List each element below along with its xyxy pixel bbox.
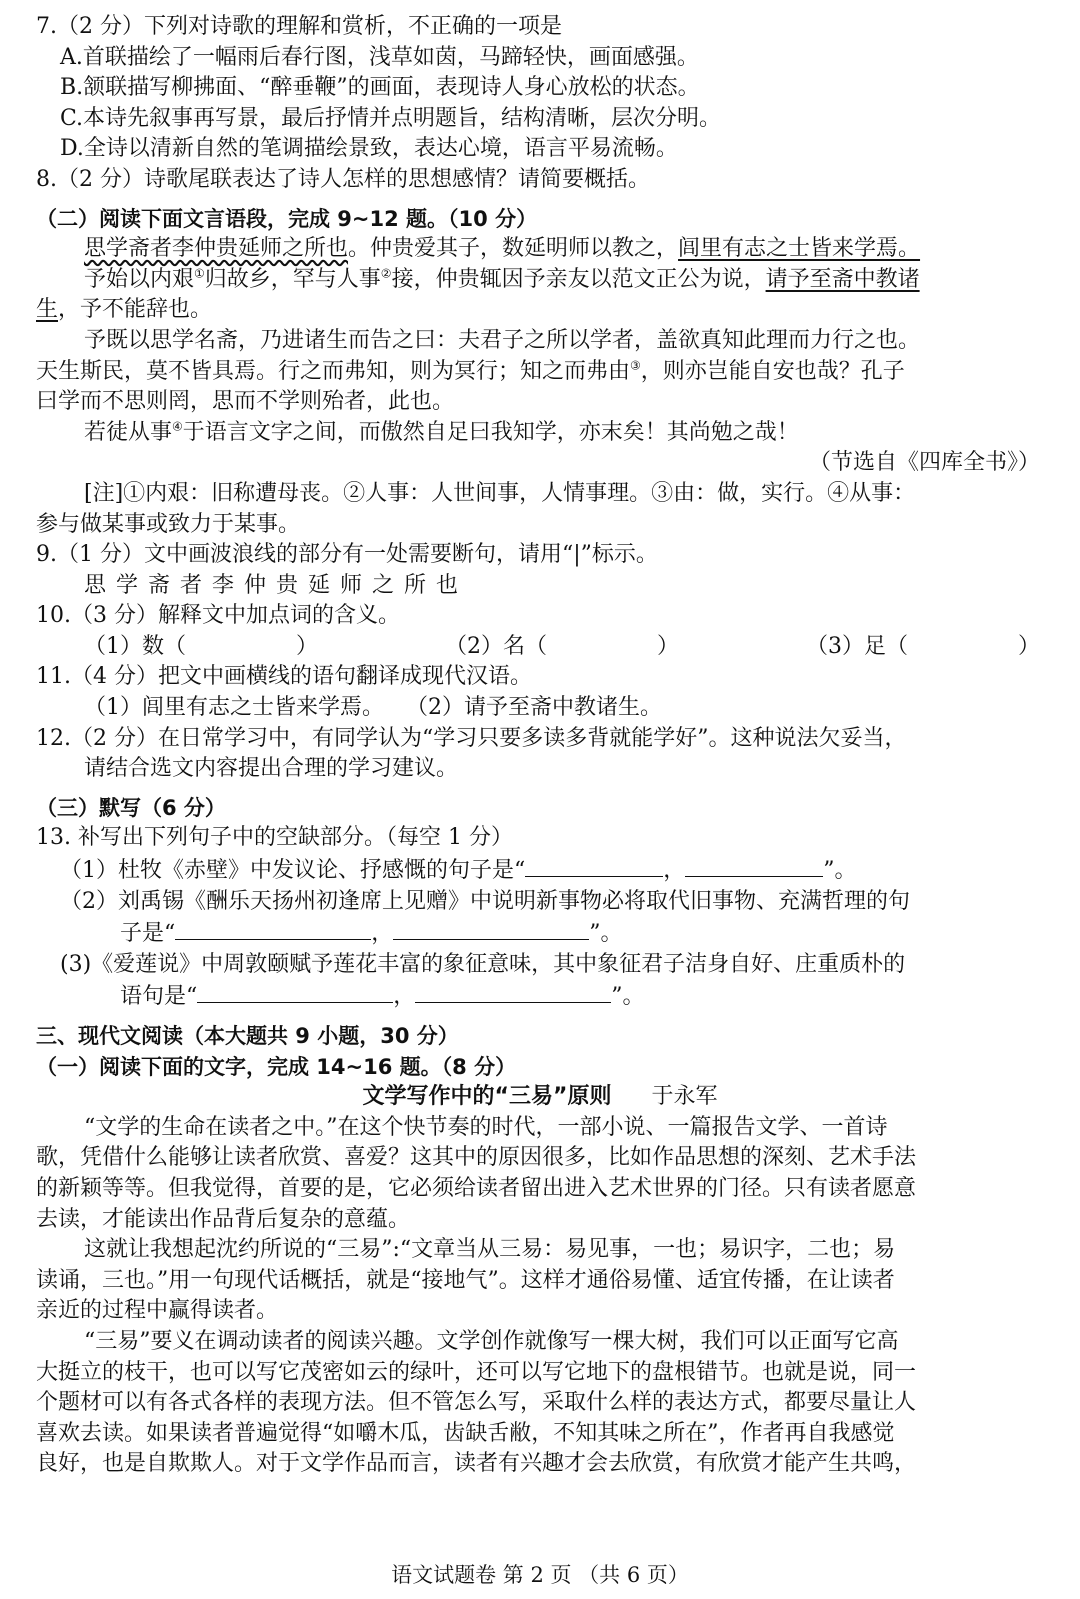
footnote-marker-4: ④ bbox=[172, 419, 183, 434]
answer-blank[interactable] bbox=[525, 854, 663, 877]
notes-line-1: [注]①内艰：旧称遭母丧。②人事：人世间事，人情事理。③由：做，实行。④从事： bbox=[84, 480, 916, 506]
q11-items: （1）闾里有志之士皆来学焉。 （2）请予至斋中教诸生。 bbox=[84, 695, 662, 721]
passage-text: 。仲贵爱其子，数延明师以教之， bbox=[348, 236, 679, 262]
comma: ， bbox=[393, 984, 416, 1010]
passage-text: 于语言文字之间，而傲然自足曰我知学，亦末矣！其尚勉之哉！ bbox=[182, 419, 799, 445]
answer-blank[interactable] bbox=[685, 854, 823, 877]
q13-item-1-text: （1）杜牧《赤壁》中发议论、抒感慨的句子是“ bbox=[60, 858, 526, 884]
article-p3-line-2: 大挺立的枝干，也可以写它茂密如云的绿叶，还可以写它地下的盘根错节。也就是说，同一 bbox=[36, 1359, 917, 1385]
passage-text: 归故乡，罕与人事 bbox=[204, 266, 381, 292]
footnote-marker-3: ③ bbox=[630, 358, 641, 373]
article-p3-line-3: 个题材可以有各式各样的表现方法。但不管怎么写，采取什么样的表达方式，都要尽量让人 bbox=[36, 1390, 917, 1416]
part-3-subheading: （一）阅读下面的文字，完成 14~16 题。（8 分） bbox=[36, 1054, 517, 1079]
q13-item-3-line-1: (3)《爱莲说》中周敦颐赋予莲花丰富的象征意味，其中象征君子洁身自好、庄重质朴的 bbox=[60, 951, 906, 977]
passage-line-7 bbox=[36, 418, 1044, 449]
q13-item-2-line-1: （2）刘禹锡《酬乐天扬州初逢席上见赠》中说明新事物必将取代旧事物、充满哲理的句 bbox=[60, 888, 910, 914]
article-p1-line-2: 歌，凭借什么能够让读者欣赏、喜爱？这其中的原因很多，比如作品思想的深刻、艺术手法 bbox=[36, 1145, 917, 1171]
passage-text: ，则亦岂能自安也哉？孔子 bbox=[640, 358, 905, 384]
q13-item-3-line-2 bbox=[36, 980, 1044, 1013]
q10-item-2: （2）名（ ） bbox=[445, 633, 679, 659]
passage-line-3 bbox=[36, 295, 1044, 326]
passage-text: ，予不能辞也。 bbox=[58, 297, 213, 323]
page-footer: 语文试题卷 第 2 页 （共 6 页） bbox=[391, 1563, 689, 1587]
answer-blank[interactable] bbox=[393, 917, 589, 940]
q11-stem: 11.（4 分）把文中画横线的语句翻译成现代汉语。 bbox=[36, 664, 532, 690]
article-p3-line-5: 良好，也是自欺欺人。对于文学作品而言，读者有兴趣才会去欣赏，有欣赏才能产生共鸣， bbox=[36, 1451, 917, 1477]
underlined-sentence-2b: 生 bbox=[36, 297, 59, 323]
q10-items bbox=[36, 632, 1044, 663]
underlined-sentence-2a: 请予至斋中教诸 bbox=[765, 266, 920, 292]
passage-line-2 bbox=[36, 265, 1044, 296]
q13-item-2-text: 子是“ bbox=[120, 921, 176, 947]
article-p1-line-3: 的新颖等等。但我觉得，首要的是，它必须给读者留出进入艺术世界的门径。只有读者愿意 bbox=[36, 1175, 917, 1201]
q7-option-d: D.全诗以清新自然的笔调描绘景致，表达心境，语言平易流畅。 bbox=[60, 136, 678, 162]
q7-stem: 7.（2 分）下列对诗歌的理解和赏析，不正确的一项是 bbox=[36, 14, 562, 39]
passage-text: 接，仲贵辄因予亲友以范文正公为说， bbox=[391, 266, 766, 292]
q10-stem: 10.（3 分）解释文中加点词的含义。 bbox=[36, 603, 400, 629]
passage-line-1 bbox=[36, 234, 1044, 265]
passage-line-6: 曰学而不思则罔，思而不学则殆者，此也。 bbox=[36, 389, 455, 415]
article-p2-line-2: 读诵，三也。”用一句现代话概括，就是“接地气”。这样才通俗易懂、适宜传播，在让读者 bbox=[36, 1267, 895, 1293]
comma: ， bbox=[371, 921, 394, 947]
close-quote: ”。 bbox=[589, 921, 623, 947]
q9-sentence: 思学斋者李仲贵延师之所也 bbox=[84, 572, 469, 598]
article-p3-line-1: “三易”要义在调动读者的阅读兴趣。文学创作就像写一棵大树，我们可以正面写它高 bbox=[84, 1328, 899, 1354]
answer-blank[interactable] bbox=[197, 980, 393, 1003]
underlined-sentence-1: 闾里有志之士皆来学焉。 bbox=[678, 236, 921, 262]
q13-item-2-line-2 bbox=[36, 917, 1044, 950]
passage-text: 若徒从事 bbox=[84, 419, 173, 445]
q7-option-a: A.首联描绘了一幅雨后春行图，浅草如茵，马蹄轻快，画面感强。 bbox=[60, 44, 699, 70]
passage-line-5 bbox=[36, 357, 1044, 388]
footnote-marker-2: ② bbox=[380, 266, 392, 281]
wavy-underlined-text: 思学斋者李仲贵延师之所也 bbox=[84, 236, 349, 262]
passage-line-4: 予既以思学名斋，乃进诸生而告之曰：夫君子之所以学者，盖欲真知此理而力行之也。 bbox=[84, 327, 921, 353]
q12-line-1: 12.（2 分）在日常学习中，有同学认为“学习只要多读多背就能学好”。这种说法欠妥当， bbox=[36, 725, 907, 751]
footnote-marker-1: ① bbox=[194, 266, 205, 281]
article-p3-line-4: 喜欢去读。如果读者普遍觉得“如嚼木瓜，齿缺舌敝，不知其味之所在”，作者再自我感觉 bbox=[36, 1420, 895, 1446]
q7-option-c: C.本诗先叙事再写景，最后抒情并点明题旨，结构清晰，层次分明。 bbox=[60, 105, 722, 131]
q9-stem: 9.（1 分）文中画波浪线的部分有一处需要断句，请用“|”标示。 bbox=[36, 542, 658, 568]
q10-item-3: （3）足（ ） bbox=[806, 633, 1040, 659]
passage-text: 天生斯民，莫不皆具焉。行之而弗知，则为冥行；知之而弗由 bbox=[36, 358, 631, 384]
q12-line-2: 请结合选文内容提出合理的学习建议。 bbox=[84, 756, 459, 782]
part-3-heading: 三、现代文阅读（本大题共 9 小题，30 分） bbox=[36, 1024, 459, 1048]
section-2-heading: （二）阅读下面文言语段，完成 9~12 题。（10 分） bbox=[36, 206, 538, 231]
article-p1-line-1: “文学的生命在读者之中。”在这个快节奏的时代，一部小说、一篇报告文学、一首诗 bbox=[84, 1114, 888, 1140]
article-p2-line-1: 这就让我想起沈约所说的“三易”:“文章当从三易：易见事，一也；易识字，二也；易 bbox=[84, 1237, 896, 1263]
close-quote: ”。 bbox=[823, 858, 857, 884]
q10-item-1: （1）数（ ） bbox=[84, 633, 318, 659]
q13-item-3-text: 语句是“ bbox=[120, 984, 198, 1010]
q7-option-b: B.颔联描写柳拂面、“醉垂鞭”的画面，表现诗人身心放松的状态。 bbox=[60, 75, 700, 101]
q8-stem: 8.（2 分）诗歌尾联表达了诗人怎样的思想感情？请简要概括。 bbox=[36, 166, 650, 192]
article-p2-line-3: 亲近的过程中赢得读者。 bbox=[36, 1298, 279, 1324]
q13-stem: 13. 补写出下列句子中的空缺部分。（每空 1 分） bbox=[36, 825, 513, 851]
q13-item-1 bbox=[36, 854, 1044, 887]
answer-blank[interactable] bbox=[415, 980, 611, 1003]
comma: ， bbox=[663, 858, 686, 884]
section-3-heading: （三）默写（6 分） bbox=[36, 795, 226, 820]
article-title bbox=[36, 1082, 1044, 1113]
article-title-text: 文学写作中的“三易”原则 bbox=[362, 1084, 612, 1110]
notes-line-2: 参与做某事或致力于某事。 bbox=[36, 511, 301, 537]
passage-text: 予始以内艰 bbox=[84, 266, 195, 292]
passage-source: （节选自《四库全书》） bbox=[808, 450, 1040, 476]
answer-blank[interactable] bbox=[175, 917, 371, 940]
article-p1-line-4: 去读，才能读出作品背后复杂的意蕴。 bbox=[36, 1206, 411, 1232]
close-quote: ”。 bbox=[611, 984, 645, 1010]
article-author: 于永军 bbox=[651, 1084, 718, 1110]
